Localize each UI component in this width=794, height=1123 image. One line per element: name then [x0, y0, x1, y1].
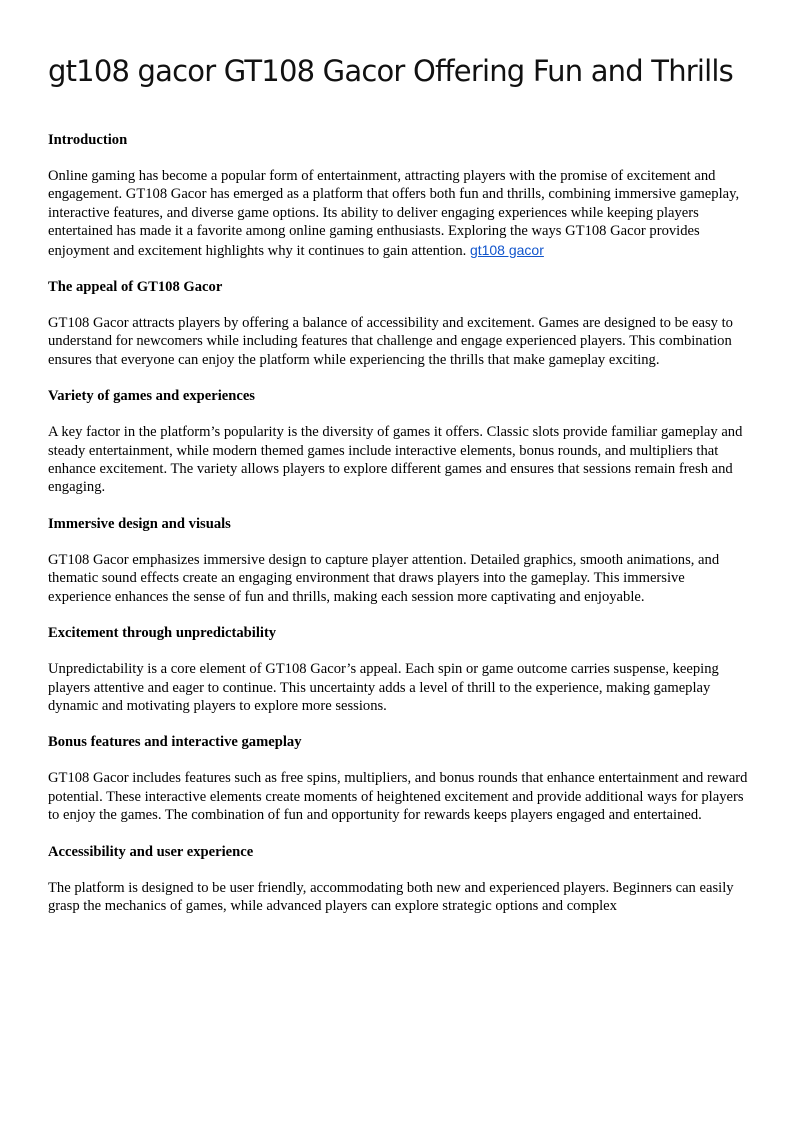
- section-heading: Accessibility and user experience: [48, 843, 254, 860]
- section-heading: Excitement through unpredictability: [48, 625, 277, 642]
- section-heading: The appeal of GT108 Gacor: [48, 279, 223, 296]
- section-paragraph: GT108 Gacor includes features such as free spins, multipliers, and bonus rounds that enhance entertainment and reward potential. These interactive elements create moments of heightened excitement and provide additional ways for players to enjoy the games. The combination of fun and opportunity for rewards keeps players engaged and entertained.: [48, 770, 748, 824]
- section-bonus-features: [48, 733, 748, 824]
- paragraph-text: Online gaming has become a popular form of entertainment, attracting players with the promise of excitement and engagement. GT108 Gacor has emerged as a platform that offers both fun and thrills, combining immersive gameplay, interactive features, and diverse game options. Its ability to deliver engaging experiences while keeping players entertained has made it a favorite among online gaming enthusiasts. Exploring the ways GT108 Gacor provides enjoyment and excitement highlights why it continues to gain attention.: [48, 168, 740, 259]
- section-paragraph: A key factor in the platform’s popularity is the diversity of games it offers. Classic slots provide familiar gameplay and steady entertainment, while modern themed games include interactive elements, bonus rounds, and multipliers that enhance excitement. The variety allows players to explore different games and ensures that sessions remain fresh and engaging.: [48, 424, 743, 496]
- section-heading: Bonus features and interactive gameplay: [48, 734, 302, 751]
- section-paragraph: Unpredictability is a core element of GT108 Gacor’s appeal. Each spin or game outcome carries suspense, keeping players attentive and eager to continue. This uncertainty adds a level of thrill to the experience, making gameplay dynamic and motivating players to explore more sessions.: [48, 661, 719, 714]
- section-unpredictability: [48, 624, 748, 715]
- section-heading: Immersive design and visuals: [48, 515, 231, 532]
- section-heading: Introduction: [48, 132, 128, 148]
- section-introduction: [48, 131, 748, 260]
- section-immersive-design: [48, 515, 748, 606]
- section-paragraph: The platform is designed to be user friendly, accommodating both new and experienced players. Beginners can easily grasp the mechanics of games, while advanced players can explore strategic options and complex: [48, 879, 734, 914]
- section-appeal: [48, 278, 748, 369]
- document-title: gt108 gacor GT108 Gacor Offering Fun and Thrills: [48, 54, 733, 88]
- section-accessibility: [48, 843, 748, 916]
- section-paragraph: GT108 Gacor emphasizes immersive design to capture player attention. Detailed graphics, smooth animations, and thematic sound effects create an engaging environment that draws players into the gameplay. This immersive experience enhances the sense of fun and thrills, making each session more captivating and enjoyable.: [48, 551, 720, 605]
- document-page: [48, 52, 748, 933]
- section-paragraph: GT108 Gacor attracts players by offering a balance of accessibility and excitement. Games are designed to be easy to understand for newcomers while including features that challenge and engage experienced players. This combination ensures that everyone can enjoy the platform while experiencing the thrills that make gameplay exciting.: [48, 315, 733, 368]
- section-paragraph: [48, 167, 748, 260]
- section-variety: [48, 387, 748, 497]
- section-heading: Variety of games and experiences: [48, 388, 255, 405]
- gt108-gacor-link[interactable]: gt108 gacor: [469, 241, 544, 258]
